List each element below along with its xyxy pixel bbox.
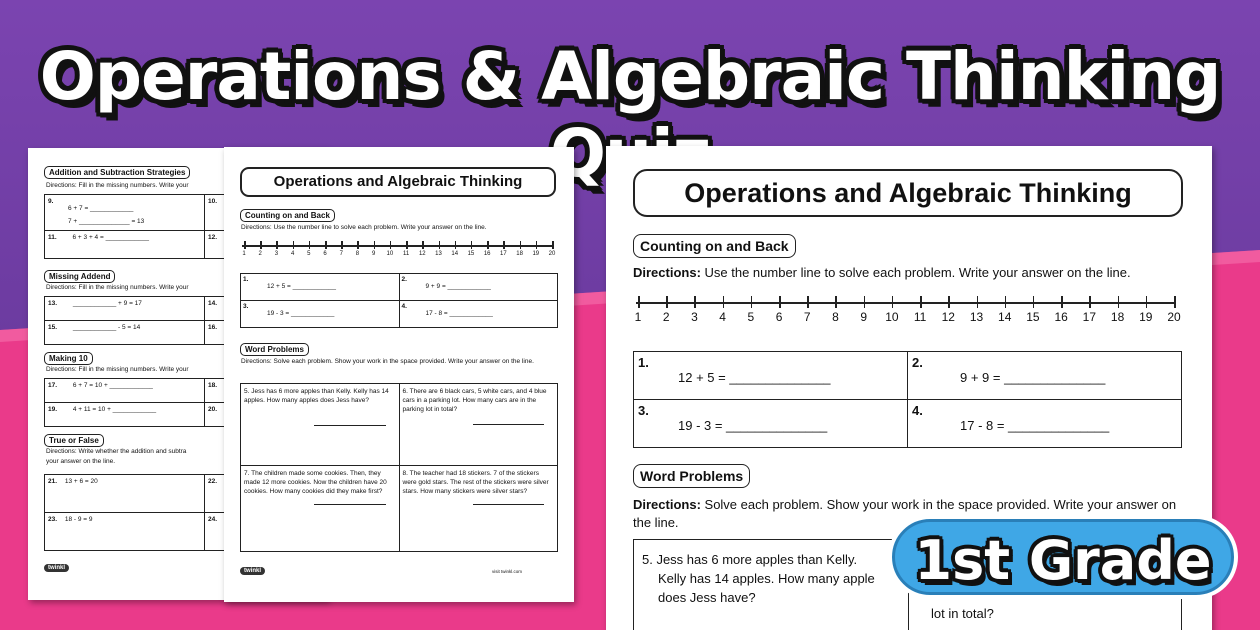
directions-label: Directions: [633, 497, 701, 512]
number-line-tick [892, 296, 894, 308]
word-problem: 8. The teacher had 18 stickers. 7 of the stickers were gold stars. The rest of the stickers were silver stars. How many stickers were silver stars? [402, 470, 549, 495]
number-line-label: 4 [719, 310, 726, 324]
number-line-tick [1146, 296, 1148, 308]
question-text: ____________ + 9 = 17 [72, 300, 142, 307]
number-line-tick [293, 241, 295, 249]
number-line-label: 10 [885, 310, 899, 324]
question-number: 11. [48, 234, 57, 241]
number-line-label: 8 [832, 310, 839, 324]
question-text: ____________ - 5 = 14 [72, 324, 141, 331]
number-line-tick [374, 241, 376, 249]
question-number: 1. [638, 355, 649, 370]
question-table [633, 351, 1182, 448]
number-line [242, 241, 554, 261]
directions-text: Directions: Fill in the missing numbers. Write your [46, 366, 189, 373]
number-line-tick [638, 296, 640, 308]
question-number: 17. [48, 382, 58, 389]
directions-text: Directions: Fill in the missing numbers. Write your [46, 284, 189, 291]
number-line-tick [1118, 296, 1120, 308]
number-line-label: 6 [323, 251, 327, 257]
number-line-label: 16 [483, 251, 491, 257]
question-text: 12 + 5 = ____________ [267, 283, 337, 290]
word-problem: 6. There are 6 black cars, 5 white cars, and 4 blue cars in a parking lot. How many cars are in the parking lot in total? [402, 388, 547, 413]
word-problem [642, 550, 875, 607]
question-text: 9 + 9 = ____________ [425, 283, 491, 290]
question-number: 3. [243, 303, 249, 310]
number-line-label: 3 [691, 310, 698, 324]
number-line-label: 11 [402, 251, 410, 257]
section-title: Word Problems [633, 464, 750, 488]
directions-text: Directions: Fill in the missing numbers. Write your [46, 182, 189, 189]
number-line-label: 4 [290, 251, 295, 257]
word-problems-table [240, 383, 558, 552]
worksheet-title: Operations and Algebraic Thinking [240, 167, 556, 197]
number-line-label: 1 [634, 310, 642, 324]
middle-worksheet [224, 147, 574, 602]
question-text: 18 - 9 = 9 [64, 516, 93, 523]
section-title: Missing Addend [44, 270, 115, 283]
section-pill [44, 162, 190, 180]
number-line-label: 7 [339, 251, 343, 257]
number-line-tick [751, 296, 753, 308]
directions-text: Directions: Solve each problem. Show your work in the space provided. Write your answer on the line. [241, 358, 534, 365]
number-line-tick [422, 241, 424, 249]
section-title: Addition and Subtraction Strategies [44, 166, 190, 179]
question-number: 2. [401, 276, 407, 283]
number-line-tick [244, 241, 246, 249]
number-line-label: 2 [258, 251, 262, 257]
question-text: 4 + 11 = 10 + ____________ [72, 406, 157, 413]
number-line-axis [636, 302, 1176, 304]
question-text: 6 + 3 + 4 = ____________ [72, 234, 149, 241]
number-line-label: 5 [747, 310, 755, 324]
number-line-tick [471, 241, 473, 249]
directions-text: your answer on the line. [46, 458, 116, 465]
question-number: 16. [208, 324, 218, 331]
question-number: 9. [48, 198, 54, 205]
number-line-label: 15 [467, 251, 475, 257]
word-problem: 5. Jess has 6 more apples than Kelly. Kelly has 14 apples. How many apples does Jess have? [244, 388, 389, 404]
number-line-label: 8 [355, 251, 360, 257]
footer-text: visit twinkl.com [492, 569, 523, 574]
number-line-tick [864, 296, 866, 308]
number-line-label: 14 [998, 310, 1012, 324]
question-text: 9 + 9 = ______________ [960, 370, 1106, 385]
number-line-label: 3 [274, 251, 279, 257]
number-line-label: 15 [1026, 310, 1040, 324]
number-line-axis [242, 245, 554, 247]
number-line-tick [1005, 296, 1007, 308]
question-text: 19 - 3 = ____________ [267, 310, 335, 317]
question-number: 3. [638, 403, 649, 418]
section-title: True or False [44, 434, 104, 447]
number-line-tick [666, 296, 668, 308]
number-line-tick [260, 241, 262, 249]
question-number: 24. [208, 516, 218, 523]
question-number: 12. [208, 234, 218, 241]
number-line-label: 13 [435, 251, 442, 257]
number-line-label: 20 [1167, 310, 1181, 324]
answer-line [473, 504, 545, 505]
directions-text: Directions: Write whether the addition and subtra [46, 448, 187, 455]
question-number: 1. [243, 276, 249, 283]
worksheet-title: Operations and Algebraic Thinking [633, 169, 1183, 217]
directions-text: Directions: Use the number line to solve each problem. Write your answer on the line. [241, 224, 487, 231]
question-number: 4. [912, 403, 923, 418]
question-number: 4. [401, 303, 407, 310]
number-line-label: 14 [451, 251, 459, 257]
number-line-label: 19 [532, 251, 540, 257]
banner-title: Operations & Algebraic Thinking [39, 38, 1221, 115]
question-number: 20. [208, 406, 218, 413]
number-line [634, 296, 1181, 328]
question-text: 7 + ______________ = 13 [68, 218, 145, 225]
number-line-tick [357, 241, 359, 249]
number-line-tick [487, 241, 489, 249]
number-line-label: 12 [418, 251, 426, 257]
number-line-tick [325, 241, 327, 249]
question-text: 12 + 5 = ______________ [678, 370, 831, 385]
number-line-tick [552, 241, 554, 249]
number-line-label: 2 [662, 310, 670, 324]
number-line-tick [807, 296, 809, 308]
question-text: 13 + 6 = 20 [64, 478, 98, 485]
number-line-tick [835, 296, 837, 308]
number-line-tick [920, 296, 922, 308]
number-line-label: 12 [941, 310, 955, 324]
number-line-label: 5 [307, 251, 311, 257]
number-line-label: 17 [500, 251, 507, 257]
number-line-tick [276, 241, 278, 249]
question-number: 14. [208, 300, 218, 307]
number-line-tick [723, 296, 725, 308]
word-problem: 7. The children made some cookies. Then, they made 12 more cookies. Now the children have 20 cookies. How many cookies did they make first? [244, 470, 387, 495]
number-line-tick [439, 241, 441, 249]
number-line-tick [1061, 296, 1063, 308]
number-line-label: 6 [775, 310, 783, 324]
question-number: 2. [912, 355, 923, 370]
number-line-label: 9 [860, 310, 868, 324]
grade-label: 1st Grade [914, 529, 1212, 592]
section-title: Making 10 [44, 352, 93, 365]
question-number: 13. [48, 300, 58, 307]
number-line-tick [694, 296, 696, 308]
number-line-label: 13 [969, 310, 984, 324]
number-line-tick [309, 241, 311, 249]
word-problem-line: does Jess have? [658, 590, 756, 605]
number-line-tick [948, 296, 950, 308]
question-number: 18. [208, 382, 218, 389]
question-number: 21. [48, 478, 58, 485]
section-title: Counting on and Back [240, 209, 335, 222]
question-number: 19. [48, 406, 58, 413]
question-table [240, 273, 558, 328]
word-problem-line: Kelly has 14 apples. How many apple [658, 571, 875, 586]
question-number: 22. [208, 478, 218, 485]
word-problem-line: lot in total? [931, 606, 994, 621]
number-line-label: 1 [242, 251, 246, 257]
grade-badge [888, 515, 1238, 599]
number-line-tick [390, 241, 392, 249]
number-line-label: 19 [1139, 310, 1153, 324]
question-text: 19 - 3 = ______________ [678, 418, 828, 433]
number-line-tick [1089, 296, 1091, 308]
question-text: 17 - 8 = ____________ [425, 310, 493, 317]
question-text: 17 - 8 = ______________ [960, 418, 1110, 433]
number-line-tick [1174, 296, 1176, 308]
question-number: 10. [208, 198, 218, 205]
question-text: 6 + 7 = ____________ [68, 205, 134, 212]
number-line-tick [520, 241, 522, 249]
number-line-label: 9 [372, 251, 376, 257]
number-line-tick [977, 296, 979, 308]
question-text: 6 + 7 = 10 + ____________ [72, 382, 153, 389]
number-line-tick [341, 241, 343, 249]
twinkl-logo: twinkl [44, 564, 69, 572]
question-number: 15. [48, 324, 58, 331]
question-number: 23. [48, 516, 58, 523]
number-line-label: 10 [386, 251, 394, 257]
number-line-tick [406, 241, 408, 249]
directions-body: Use the number line to solve each problem. Write your answer on the line. [700, 265, 1131, 280]
number-line-tick [1033, 296, 1035, 308]
number-line-tick [503, 241, 505, 249]
answer-line [314, 425, 386, 426]
number-line-label: 20 [548, 251, 556, 257]
number-line-tick [779, 296, 781, 308]
twinkl-logo: twinkl [240, 567, 265, 575]
word-problem-line: 5. Jess has 6 more apples than Kelly. [642, 552, 858, 567]
answer-line [314, 504, 386, 505]
number-line-label: 7 [803, 310, 811, 324]
directions-text [633, 265, 1131, 280]
answer-line [473, 424, 545, 425]
number-line-label: 17 [1082, 310, 1097, 324]
number-line-tick [455, 241, 457, 249]
number-line-tick [536, 241, 538, 249]
directions-label: Directions: [633, 265, 701, 280]
section-title: Word Problems [240, 343, 309, 356]
section-title: Counting on and Back [633, 234, 796, 258]
directions-body: Solve each problem. Show your work in the space provided. Write your answer on the line. [633, 497, 1177, 530]
number-line-label: 18 [516, 251, 523, 257]
number-line-label: 16 [1054, 310, 1068, 324]
number-line-label: 11 [913, 310, 927, 324]
number-line-label: 18 [1110, 310, 1125, 324]
